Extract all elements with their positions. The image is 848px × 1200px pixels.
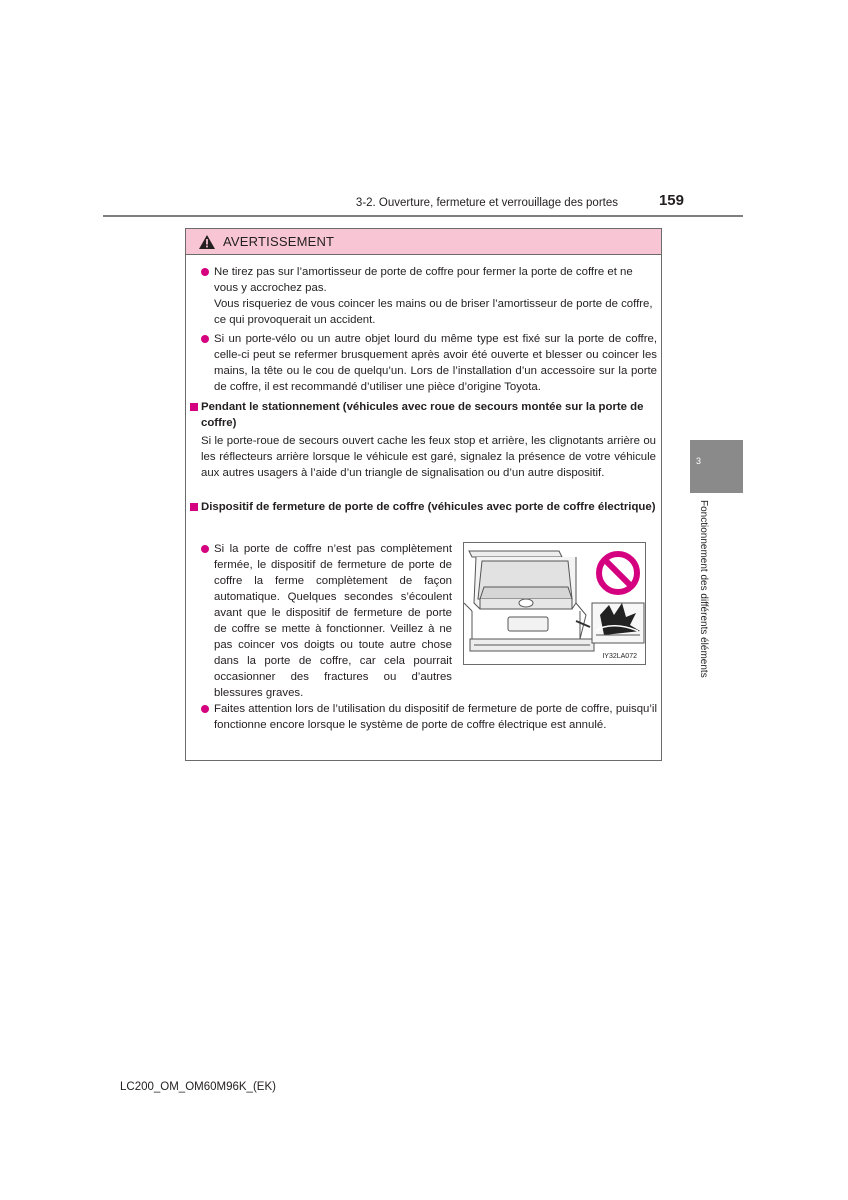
section-square-icon	[190, 403, 198, 411]
section-1-heading: Pendant le stationnement (véhicules avec roue de secours montée sur la porte de coffre)	[201, 401, 644, 429]
header-rule	[103, 215, 743, 217]
section-1-body: Si le porte-roue de secours ouvert cache les feux stop et arrière, les clignotants arrière ou les réflecteurs arrière lorsque le véhicule est garé, signalez la présence de votre véhicule aux autres usagers à l’aide d’un triangle de signalisation ou d’un autre dispositif.	[201, 435, 656, 479]
prohibition-icon	[599, 554, 637, 592]
warning-bullet-1-line-2: Vous risqueriez de vous coincer les mains ou de briser l’amortisseur de porte de coffre, ce qui provoquerait un accident.	[214, 298, 653, 326]
warning-title: AVERTISSEMENT	[223, 234, 335, 249]
warning-bullet-1	[214, 264, 659, 328]
tailgate-drawing	[464, 543, 646, 665]
chapter-tab-label: Fonctionnement des différents éléments	[698, 500, 709, 678]
document-code: LC200_OM_OM60M96K_(EK)	[120, 1081, 276, 1093]
figure-code: IY32LA072	[602, 653, 637, 660]
tailgate-illustration	[463, 542, 646, 665]
warning-triangle-icon	[198, 234, 216, 250]
warning-bullet-2-text: Si un porte-vélo ou un autre objet lourd du même type est fixé sur la porte de coffre, celle-ci peut se refermer brusquement après avoir été ouverte et blesser ou coincer les mains, la tête ou le cou de quelqu’un. Lors de l’installation d’un accessoire sur la porte de coffre, il est recommandé d’utiliser une pièce d’origine Toyota.	[214, 333, 657, 393]
warning-bullet-2	[214, 331, 657, 395]
section-2-heading: Dispositif de fermeture de porte de coffre (véhicules avec porte de coffre électrique)	[201, 501, 656, 513]
chapter-tab	[690, 440, 743, 493]
bullet-icon	[201, 545, 209, 553]
warning-bullet-1-line-1: Ne tirez pas sur l’amortisseur de porte de coffre pour fermer la porte de coffre et ne vous y accrochez pas.	[214, 266, 633, 294]
bullet-icon	[201, 705, 209, 713]
section-2-bullet-2: Faites attention lors de l’utilisation du dispositif de fermeture de porte de coffre, puisqu’il fonctionne encore lorsque le système de porte de coffre électrique est annulé.	[214, 703, 657, 731]
page-number: 159	[658, 192, 684, 209]
bullet-icon	[201, 335, 209, 343]
section-square-icon	[190, 503, 198, 511]
section-title: 3-2. Ouverture, fermeture et verrouillage des portes	[355, 197, 618, 209]
bullet-icon	[201, 268, 209, 276]
warning-header	[186, 229, 661, 255]
chapter-tab-number: 3	[696, 456, 702, 466]
section-2-bullet-1: Si la porte de coffre n’est pas complètement fermée, le dispositif de fermeture de porte de coffre la ferme complètement de façon automatique. Quelques secondes s’écoulent avant que le dispositif de fermeture de porte de coffre se mette à fonctionner. Veillez à ne pas coincer vos doigts ou toute autre chose dans la porte de coffre, car cela pourrait occasionner des fractures ou d’autres blessures graves.	[214, 543, 452, 699]
